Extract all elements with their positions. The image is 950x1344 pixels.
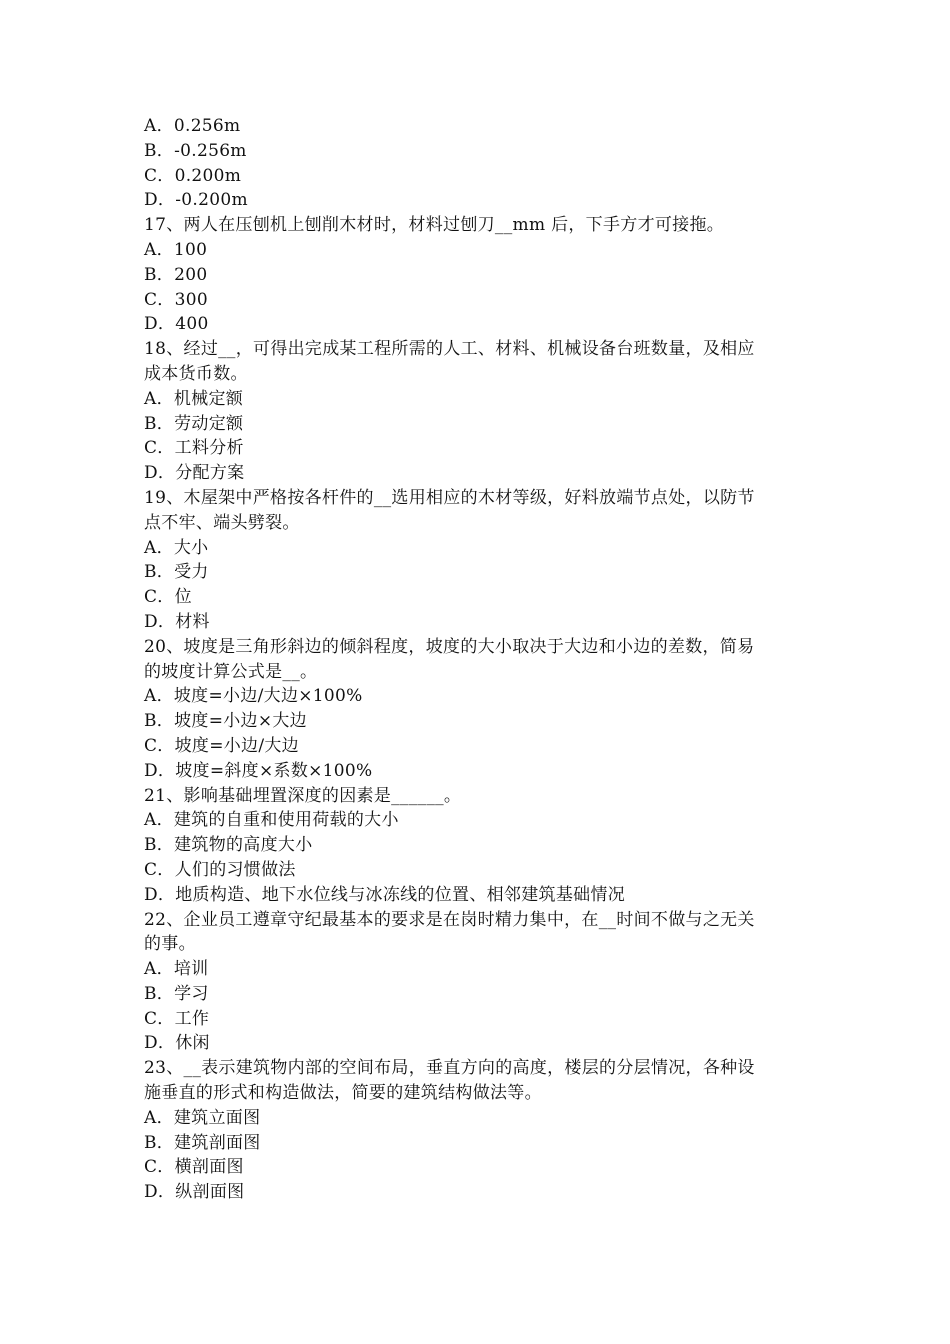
question-19 (144, 486, 816, 635)
question-stem-line: 20、坡度是三角形斜边的倾斜程度，坡度的大小取决于大边和小边的差数，简易 (144, 636, 755, 657)
question-stem-line: 22、企业员工遵章守纪最基本的要求是在岗时精力集中，在__时间不做与之无关 (144, 909, 755, 930)
question-stem-line: 成本货币数。 (144, 363, 248, 384)
option-line: D．分配方案 (144, 463, 245, 484)
question-stem-line: 19、木屋架中严格按各杆件的__选用相应的木材等级，好料放端节点处，以防节 (144, 487, 755, 508)
question-stem-line: 17、两人在压刨机上刨削木材时，材料过刨刀__mm 后，下手方才可接拖。 (144, 215, 725, 236)
question-20 (144, 635, 816, 784)
option-line: B．建筑剖面图 (144, 1132, 261, 1153)
option-line: C．工料分析 (144, 438, 244, 459)
option-line: D．休闲 (144, 1033, 210, 1054)
question-18 (144, 337, 816, 486)
question-stem-line: 23、__表示建筑物内部的空间布局，垂直方向的高度，楼层的分层情况，各种设 (144, 1058, 755, 1079)
option-line: C．位 (144, 587, 192, 608)
option-line: B．学习 (144, 983, 209, 1004)
question-stem-line: 点不牢、端头劈裂。 (144, 512, 300, 533)
option-line: A．建筑的自重和使用荷载的大小 (144, 810, 399, 831)
option-line: B．200 (144, 264, 208, 285)
option-line: D．纵剖面图 (144, 1182, 245, 1203)
question-stem-line: 18、经过__，可得出完成某工程所需的人工、材料、机械设备台班数量，及相应 (144, 339, 755, 360)
question-23 (144, 1056, 816, 1205)
option-line: A．大小 (144, 537, 209, 558)
question-stem-line: 21、影响基础埋置深度的因素是______。 (144, 785, 462, 806)
option-line: A．坡度=小边/大边×100% (144, 686, 363, 707)
option-line: D．-0.200m (144, 190, 248, 211)
option-line: A．100 (144, 239, 208, 260)
question-17 (144, 213, 816, 337)
option-line: C．坡度=小边/大边 (144, 735, 299, 756)
option-line: B．劳动定额 (144, 413, 244, 434)
option-line: D．材料 (144, 611, 210, 632)
question-stem-line: 的坡度计算公式是__。 (144, 661, 318, 682)
option-line: D．400 (144, 314, 209, 335)
option-line: C．横剖面图 (144, 1157, 244, 1178)
option-line: D．地质构造、地下水位线与冰冻线的位置、相邻建筑基础情况 (144, 884, 626, 905)
carryover-options (144, 114, 816, 213)
question-21 (144, 784, 816, 908)
option-line: B．建筑物的高度大小 (144, 835, 313, 856)
option-line: C．300 (144, 289, 208, 310)
option-line: B．-0.256m (144, 140, 247, 161)
option-line: C．人们的习惯做法 (144, 859, 296, 880)
option-line: D．坡度=斜度×系数×100% (144, 760, 373, 781)
question-22 (144, 908, 816, 1057)
option-line: A．机械定额 (144, 388, 244, 409)
question-stem-line: 施垂直的形式和构造做法，简要的建筑结构做法等。 (144, 1083, 542, 1104)
option-line: B．坡度=小边×大边 (144, 711, 307, 732)
option-line: A．培训 (144, 959, 209, 980)
question-stem-line: 的事。 (144, 934, 196, 955)
option-line: C．工作 (144, 1008, 210, 1029)
document-page (144, 114, 816, 1205)
option-line: B．受力 (144, 562, 209, 583)
option-line: A．建筑立面图 (144, 1107, 261, 1128)
option-line: C．0.200m (144, 165, 242, 186)
option-line: A．0.256m (144, 116, 241, 136)
